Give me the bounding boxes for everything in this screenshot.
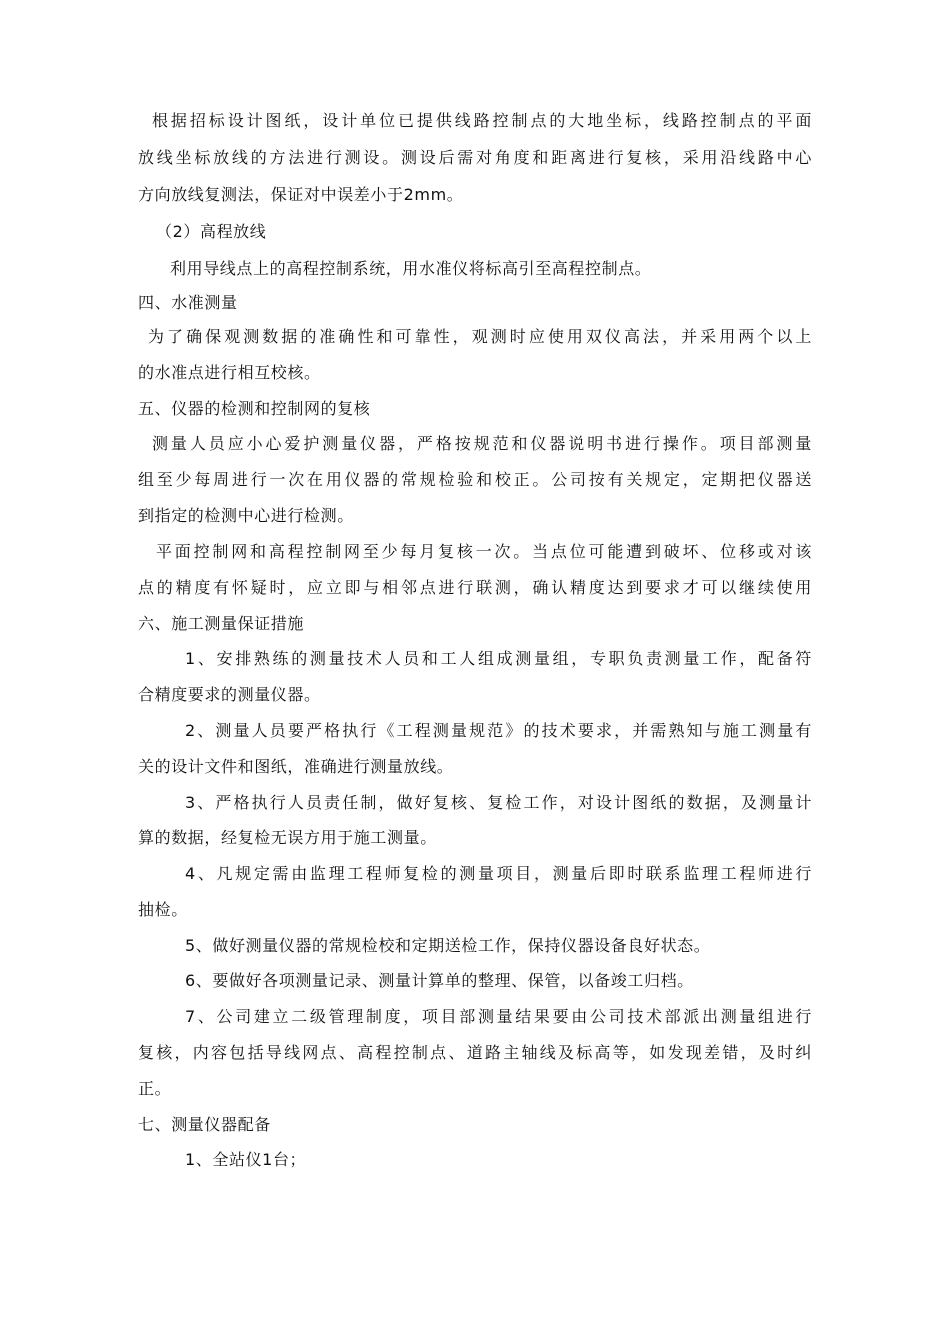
section-heading: 五、仪器的检测和控制网的复核 xyxy=(138,399,371,418)
text-line: 根据招标设计图纸，设计单位已提供线路控制点的大地坐标，线路控制点的平面 xyxy=(152,111,812,130)
section-heading: 六、施工测量保证措施 xyxy=(138,614,305,633)
section-heading: 七、测量仪器配备 xyxy=(138,1115,271,1134)
text-line: 关的设计文件和图纸，准确进行测量放线。 xyxy=(138,757,454,776)
text-line: 为了确保观测数据的准确性和可靠性，观测时应使用双仪高法，并采用两个以上 xyxy=(148,327,812,346)
text-line: 正。 xyxy=(138,1079,172,1098)
text-line: 4、凡规定需由监理工程师复检的测量项目，测量后即时联系监理工程师进行 xyxy=(185,864,812,883)
text-line: 3、严格执行人员责任制，做好复核、复检工作，对设计图纸的数据，及测量计 xyxy=(185,793,812,812)
text-line: 利用导线点上的高程控制系统，用水准仪将标高引至高程控制点。 xyxy=(170,259,652,278)
section-heading: 四、水准测量 xyxy=(138,293,238,312)
text-line: 复核，内容包括导线网点、高程控制点、道路主轴线及标高等，如发现差错，及时纠 xyxy=(138,1043,812,1062)
section-subheading: （2）高程放线 xyxy=(156,222,267,241)
text-line: 7、公司建立二级管理制度，项目部测量结果要由公司技术部派出测量组进行 xyxy=(185,1007,812,1026)
text-line: 点的精度有怀疑时，应立即与相邻点进行联测，确认精度达到要求才可以继续使用 xyxy=(138,578,812,597)
text-line: 抽检。 xyxy=(138,900,188,919)
text-line: 合精度要求的测量仪器。 xyxy=(138,685,321,704)
text-line: 方向放线复测法，保证对中误差小于2mm。 xyxy=(138,185,464,204)
text-line: 1、安排熟练的测量技术人员和工人组成测量组，专职负责测量工作，配备符 xyxy=(185,649,812,668)
text-line: 1、全站仪1台； xyxy=(185,1150,307,1169)
text-line: 放线坐标放线的方法进行测设。测设后需对角度和距离进行复核，采用沿线路中心 xyxy=(138,148,812,167)
text-line: 平面控制网和高程控制网至少每月复核一次。当点位可能遭到破坏、位移或对该 xyxy=(156,542,812,561)
text-line: 2、测量人员要严格执行《工程测量规范》的技术要求，并需熟知与施工测量有 xyxy=(185,721,812,740)
text-line: 组至少每周进行一次在用仪器的常规检验和校正。公司按有关规定，定期把仪器送 xyxy=(138,470,812,489)
text-line: 测量人员应小心爱护测量仪器，严格按规范和仪器说明书进行操作。项目部测量 xyxy=(152,434,812,453)
text-line: 的水准点进行相互校核。 xyxy=(138,363,321,382)
text-line: 5、做好测量仪器的常规检校和定期送检工作，保持仪器设备良好状态。 xyxy=(185,936,711,955)
text-line: 到指定的检测中心进行检测。 xyxy=(138,506,354,525)
text-line: 6、要做好各项测量记录、测量计算单的整理、保管，以备竣工归档。 xyxy=(185,971,694,990)
text-line: 算的数据，经复检无误方用于施工测量。 xyxy=(138,828,437,847)
